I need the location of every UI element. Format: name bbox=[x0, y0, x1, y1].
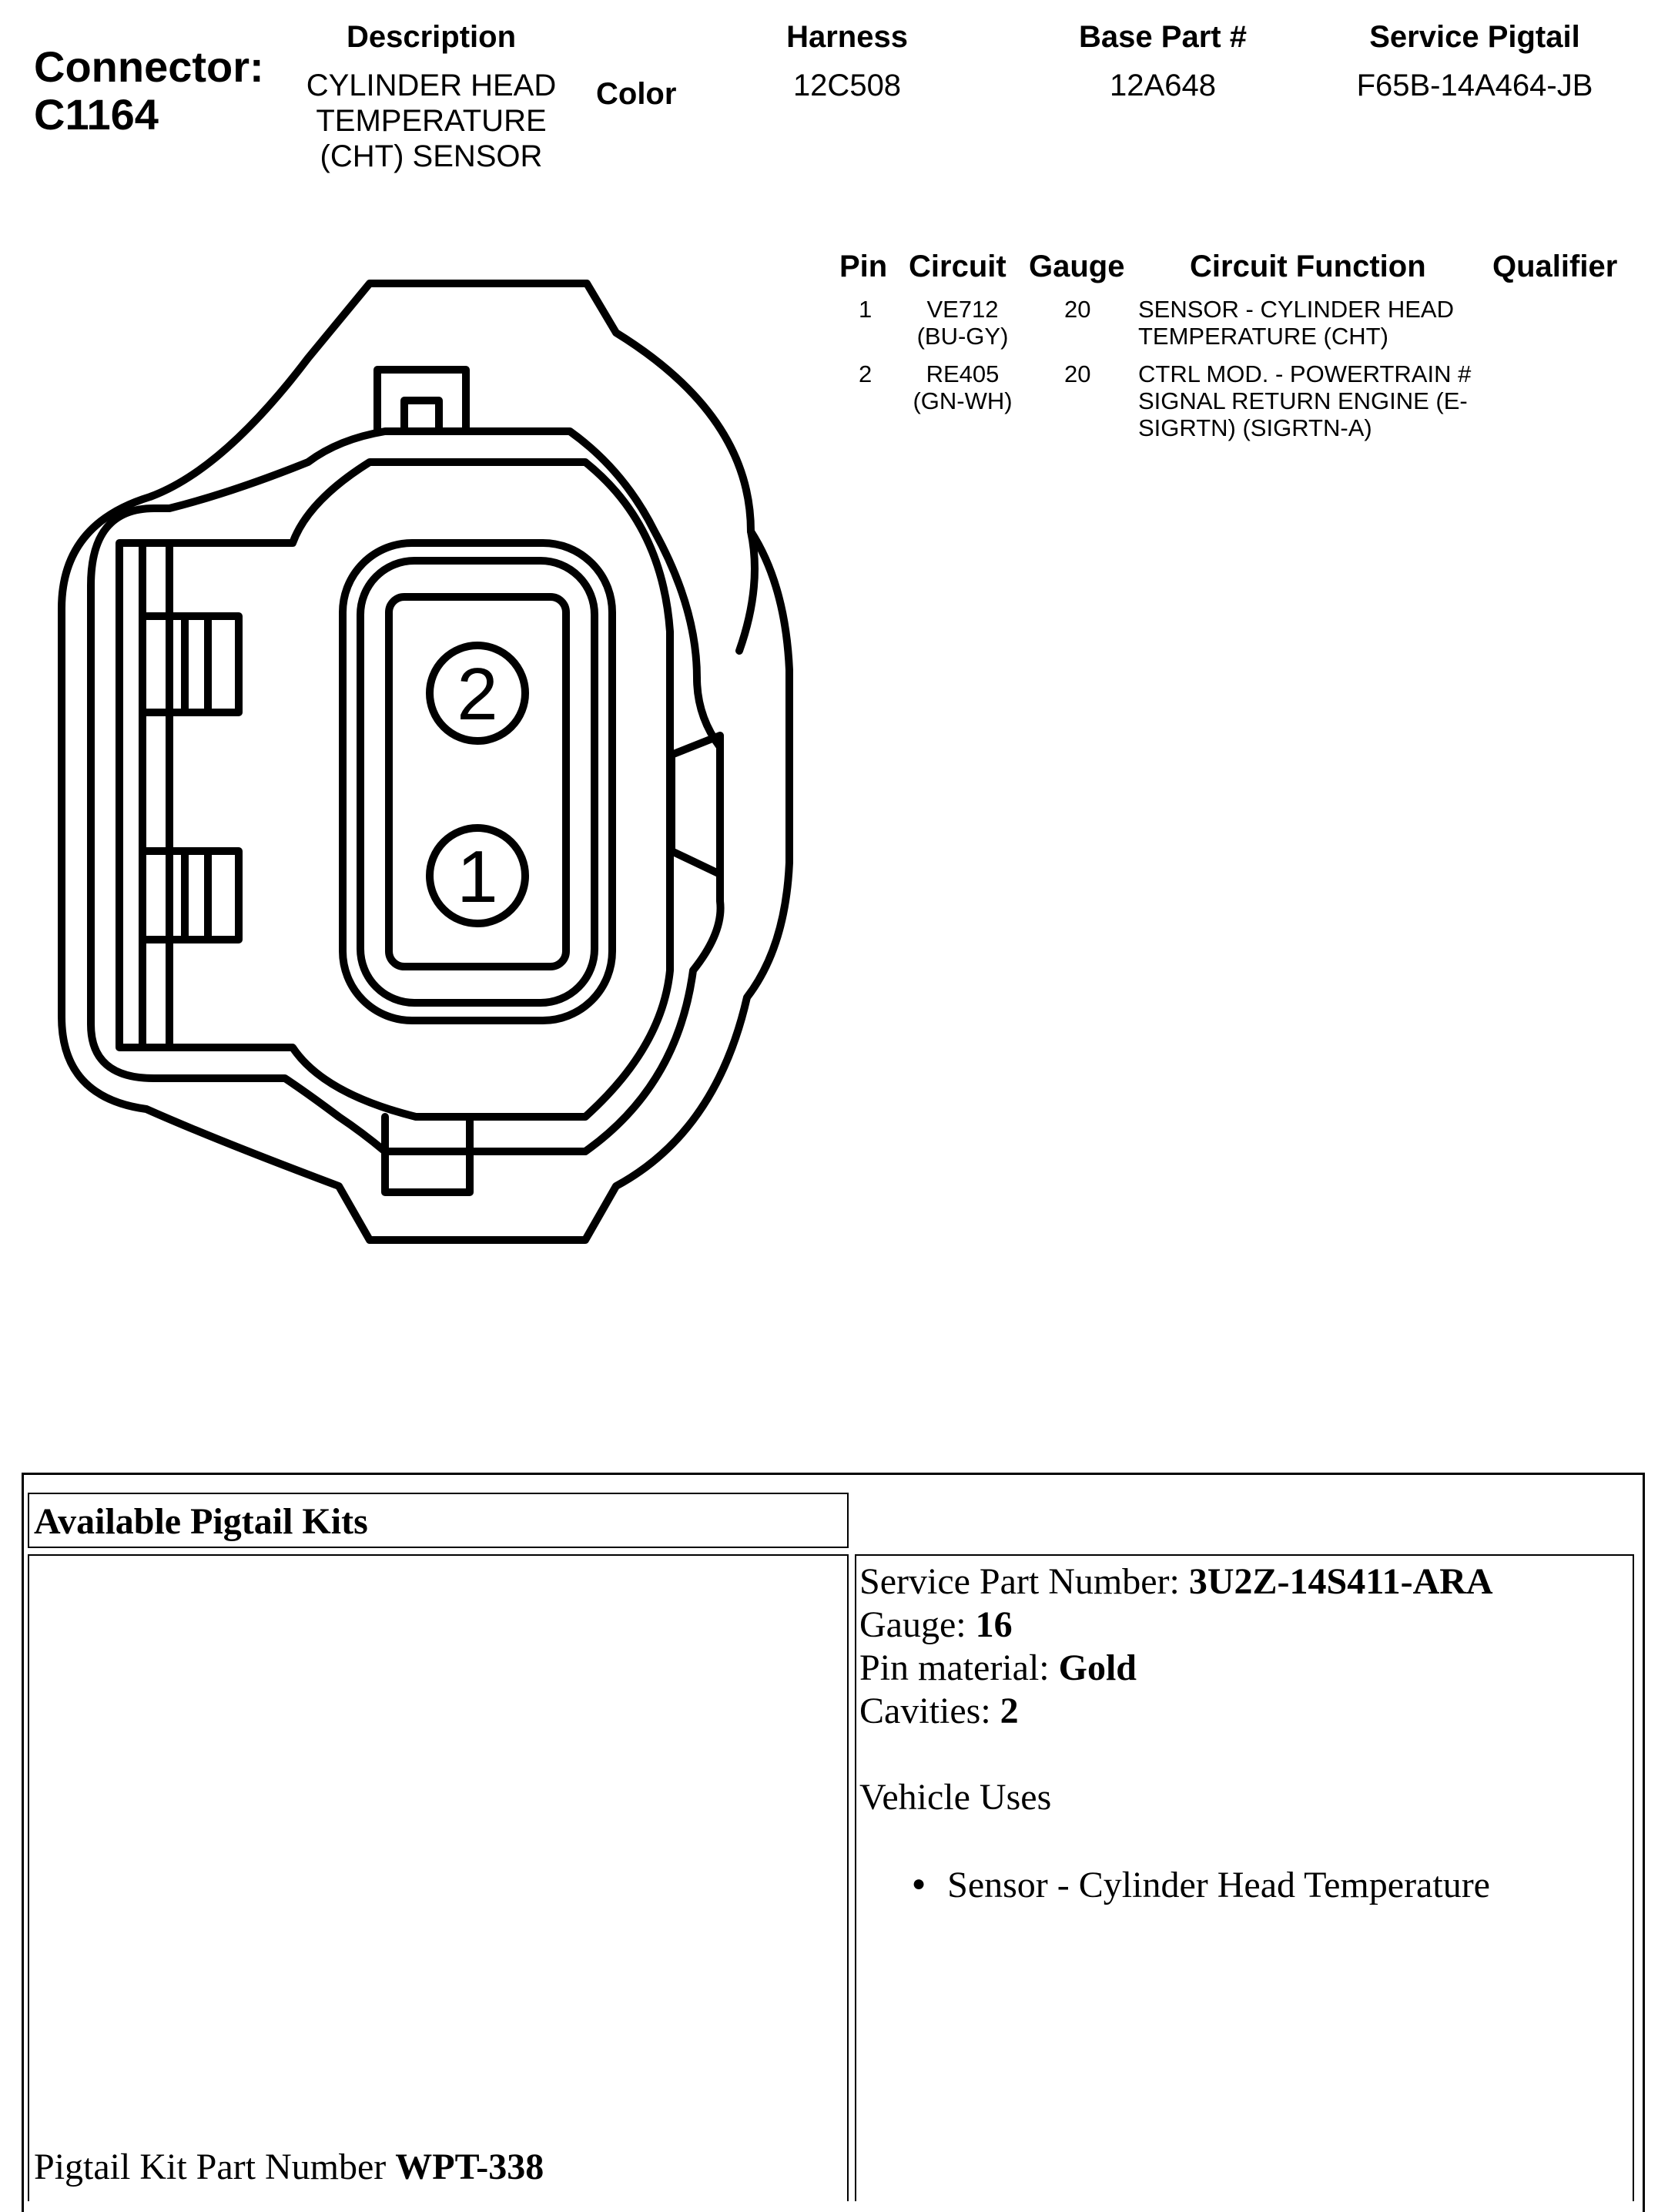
vehicle-uses-label: Vehicle Uses bbox=[859, 1777, 1052, 1818]
gauge-label: Gauge: bbox=[859, 1604, 976, 1645]
pigtail-image-cell bbox=[28, 1554, 849, 2201]
cavities-label: Cavities: bbox=[859, 1691, 1000, 1731]
description-line: (CHT) SENSOR bbox=[320, 139, 543, 173]
pin-1-label: 1 bbox=[457, 836, 498, 918]
bullet-icon: ● bbox=[912, 1871, 926, 1896]
lock-tab bbox=[146, 851, 239, 940]
row1-gauge: 20 bbox=[1064, 296, 1091, 323]
th-qualifier: Qualifier bbox=[1492, 250, 1618, 283]
gauge-line bbox=[859, 1604, 1013, 1647]
row1-pin: 1 bbox=[859, 296, 873, 323]
cavity-outer bbox=[343, 543, 612, 1021]
row2-circuit-line: (GN-WH) bbox=[913, 387, 1013, 414]
pin-material-label: Pin material: bbox=[859, 1647, 1059, 1688]
row2-function bbox=[1138, 360, 1471, 441]
row1-circuit bbox=[897, 296, 1028, 350]
pigtail-details-cell bbox=[855, 1554, 1634, 2201]
row2-circuit-line: RE405 bbox=[926, 360, 1000, 387]
description-header: Description bbox=[346, 20, 517, 54]
row2-gauge: 20 bbox=[1064, 360, 1091, 387]
pigtail-kits-title-cell bbox=[28, 1493, 849, 1548]
lock-tab bbox=[146, 616, 239, 712]
base-part-header: Base Part # bbox=[1079, 20, 1247, 54]
vehicle-use-item bbox=[912, 1864, 1490, 1912]
color-header: Color bbox=[596, 77, 677, 111]
connector-id: C1164 bbox=[34, 90, 159, 139]
row2-pin: 2 bbox=[859, 360, 873, 387]
harness-value: 12C508 bbox=[792, 69, 902, 102]
service-part-label: Service Part Number: bbox=[859, 1561, 1189, 1602]
connector-label: Connector: bbox=[34, 42, 264, 91]
row2-function-line: SIGNAL RETURN ENGINE (E- bbox=[1138, 387, 1468, 414]
th-circuit-function: Circuit Function bbox=[1190, 250, 1426, 283]
pigtail-kit-part-number bbox=[34, 2146, 544, 2189]
service-pigtail-value: F65B-14A464-JB bbox=[1356, 69, 1593, 102]
side-latch bbox=[739, 531, 755, 651]
row1-circuit-line: (BU-GY) bbox=[916, 323, 1009, 350]
cavities-line bbox=[859, 1690, 1019, 1733]
description-line: CYLINDER HEAD bbox=[306, 69, 557, 102]
service-part-line bbox=[859, 1560, 1493, 1604]
th-gauge: Gauge bbox=[1029, 250, 1125, 283]
lock-ridge bbox=[185, 616, 208, 940]
service-part-value: 3U2Z-14S411-ARA bbox=[1188, 1561, 1493, 1602]
top-key-inner bbox=[404, 401, 439, 431]
pin-material-line bbox=[859, 1647, 1137, 1690]
pin-material-value: Gold bbox=[1058, 1647, 1137, 1688]
row1-function bbox=[1138, 296, 1454, 350]
description-value bbox=[277, 68, 585, 174]
description-line: TEMPERATURE bbox=[316, 104, 547, 138]
kit-part-value: WPT-338 bbox=[395, 2147, 544, 2187]
pin-2-label: 2 bbox=[457, 653, 498, 736]
th-pin: Pin bbox=[839, 250, 888, 283]
row1-circuit-line: VE712 bbox=[926, 296, 999, 323]
row1-function-line: SENSOR - CYLINDER HEAD bbox=[1138, 296, 1454, 323]
kit-part-label: Pigtail Kit Part Number bbox=[34, 2147, 396, 2187]
row2-function-line: CTRL MOD. - POWERTRAIN # bbox=[1138, 360, 1472, 387]
connector-title bbox=[34, 43, 264, 139]
th-circuit: Circuit bbox=[909, 250, 1006, 283]
cavities-value: 2 bbox=[1000, 1691, 1019, 1731]
vehicle-use-text: Sensor - Cylinder Head Temperature bbox=[947, 1865, 1490, 1905]
base-part-value: 12A648 bbox=[1110, 69, 1216, 102]
right-key bbox=[672, 736, 720, 874]
row2-circuit bbox=[897, 360, 1028, 414]
row1-function-line: TEMPERATURE (CHT) bbox=[1138, 323, 1388, 350]
row2-function-line: SIGRTN) (SIGRTN-A) bbox=[1138, 414, 1372, 441]
cavity-mid bbox=[360, 561, 595, 1003]
connector-face-diagram bbox=[0, 254, 816, 1317]
service-pigtail-header: Service Pigtail bbox=[1369, 20, 1580, 54]
harness-header: Harness bbox=[786, 20, 908, 54]
gauge-value: 16 bbox=[975, 1604, 1013, 1645]
pigtail-kits-title: Available Pigtail Kits bbox=[34, 1501, 368, 1542]
